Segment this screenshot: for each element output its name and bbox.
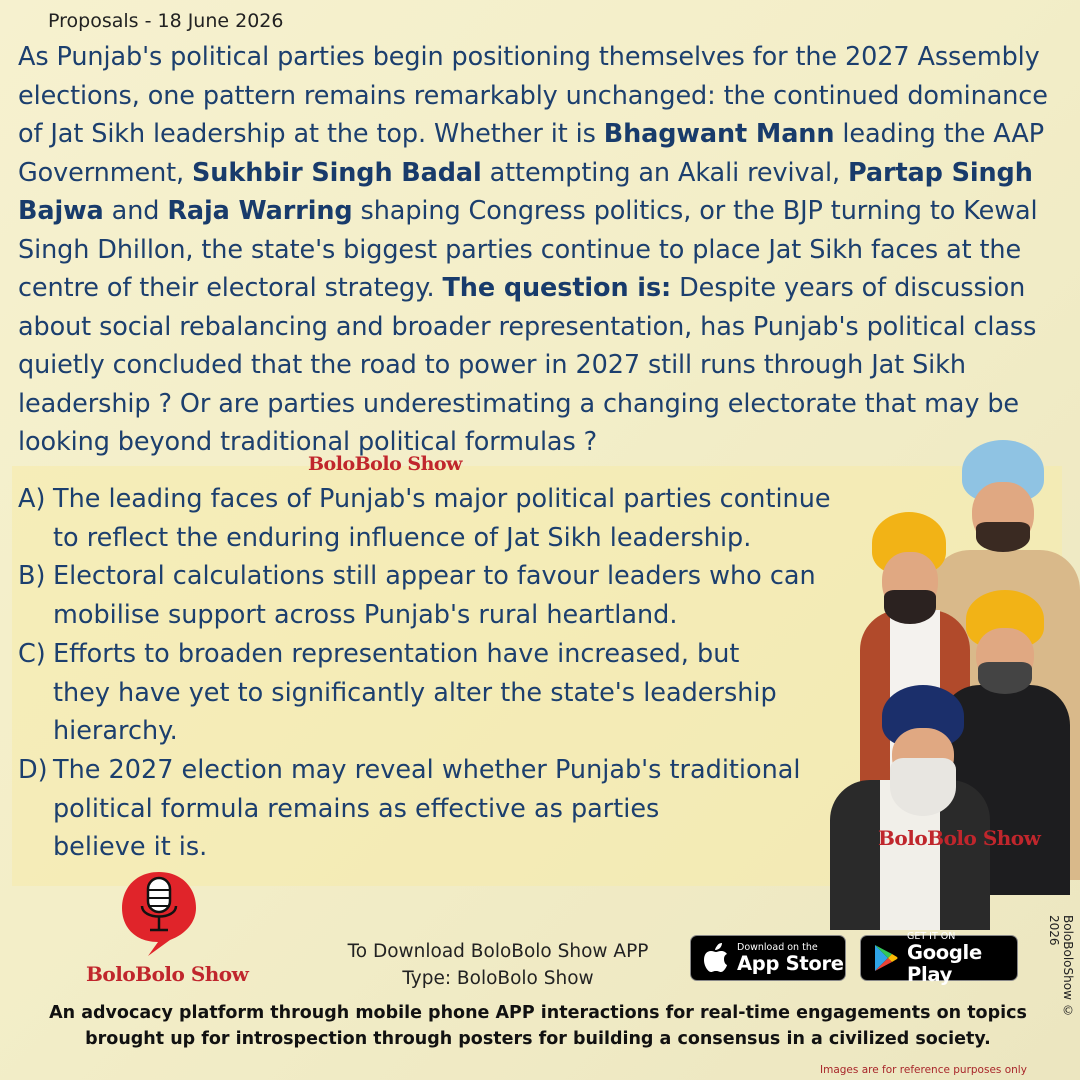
intro-highlight: Sukhbir Singh Badal: [192, 157, 482, 188]
option-text-line: believe it is.: [53, 832, 208, 863]
option-a: [18, 480, 878, 557]
watermark-bottom: BoloBolo Show: [878, 826, 1041, 850]
microphone-icon: [118, 868, 200, 958]
watermark-top: BoloBolo Show: [308, 453, 462, 475]
intro-highlight: Partap Singh Bajwa: [18, 157, 1033, 226]
disclaimer: Images are for reference purposes only: [820, 1064, 1027, 1076]
option-text-line: Efforts to broaden representation have increased, but: [53, 638, 740, 669]
intro-text: leading the AAP Government,: [18, 119, 1044, 188]
intro-text: shaping Congress politics, or the BJP turning to Kewal Singh Dhillon, the state's biggest parties continue to place Jat Sikh faces at the centre of their electoral strategy.: [18, 196, 1038, 303]
app-store-button[interactable]: [690, 935, 846, 981]
option-text-line: Electoral calculations still appear to favour leaders who can: [53, 561, 816, 592]
option-text-line: they have yet to significantly alter the state's leadership: [53, 677, 777, 708]
option-d: [18, 751, 878, 867]
copyright: BoloBoloShow © 2026: [1047, 915, 1075, 1018]
intro-paragraph: [18, 38, 1078, 462]
logo-text: BoloBolo Show: [86, 962, 249, 986]
app-store-label: App Store: [737, 951, 844, 975]
option-letter: B): [18, 561, 46, 592]
intro-text: Despite years of discussion about social rebalancing and broader representation, has Punjab's political class quietly concluded that the road to power in 2027 still runs through Jat Sikh leadership ? Or are parties underestimating a changing electorate that may be looking beyond traditional political formulas ?: [18, 273, 1037, 457]
download-line-2: Type: BoloBolo Show: [402, 968, 594, 989]
google-play-small-label: GET IT ON: [907, 930, 956, 942]
tagline: [18, 1000, 1058, 1052]
option-text-line: political formula remains as effective as parties: [53, 793, 660, 824]
option-letter: C): [18, 638, 46, 669]
option-text-line: mobilise support across Punjab's rural heartland.: [53, 600, 678, 631]
google-play-label: Google Play: [907, 940, 982, 986]
intro-highlight: Raja Warring: [167, 196, 353, 226]
option-text-line: hierarchy.: [53, 716, 178, 747]
tagline-line-1: An advocacy platform through mobile phone APP interactions for real-time engagements on topics: [49, 1003, 1027, 1023]
leaders-illustration: [820, 440, 1080, 930]
option-text-line: The leading faces of Punjab's major political parties continue: [53, 484, 831, 514]
header-date: Proposals - 18 June 2026: [48, 10, 284, 32]
intro-text: and: [103, 196, 168, 226]
option-b: [18, 557, 878, 634]
option-text-line: to reflect the enduring influence of Jat Sikh leadership.: [53, 522, 752, 553]
option-letter: A): [18, 484, 46, 514]
download-instructions: [318, 938, 678, 992]
option-text-line: The 2027 election may reveal whether Punjab's traditional: [53, 754, 801, 785]
intro-highlight: Bhagwant Mann: [603, 119, 835, 149]
google-play-icon: [873, 944, 899, 972]
intro-text: As Punjab's political parties begin positioning themselves for the 2027 Assembly elections, one pattern remains remarkably unchanged: the continued dominance of Jat Sikh leadership at the top. Whether it is: [18, 42, 1048, 149]
option-c: [18, 635, 878, 751]
google-play-button[interactable]: [860, 930, 1018, 986]
intro-text: attempting an Akali revival,: [481, 157, 848, 188]
download-line-1: To Download BoloBolo Show APP: [347, 941, 649, 962]
apple-icon: [703, 943, 729, 973]
options-list: [18, 480, 878, 867]
tagline-line-2: brought up for introspection through posters for building a consensus in a civilized society.: [85, 1029, 991, 1049]
option-letter: D): [18, 754, 48, 785]
intro-highlight: The question is:: [442, 273, 672, 303]
app-store-small-label: Download on the: [737, 941, 818, 953]
